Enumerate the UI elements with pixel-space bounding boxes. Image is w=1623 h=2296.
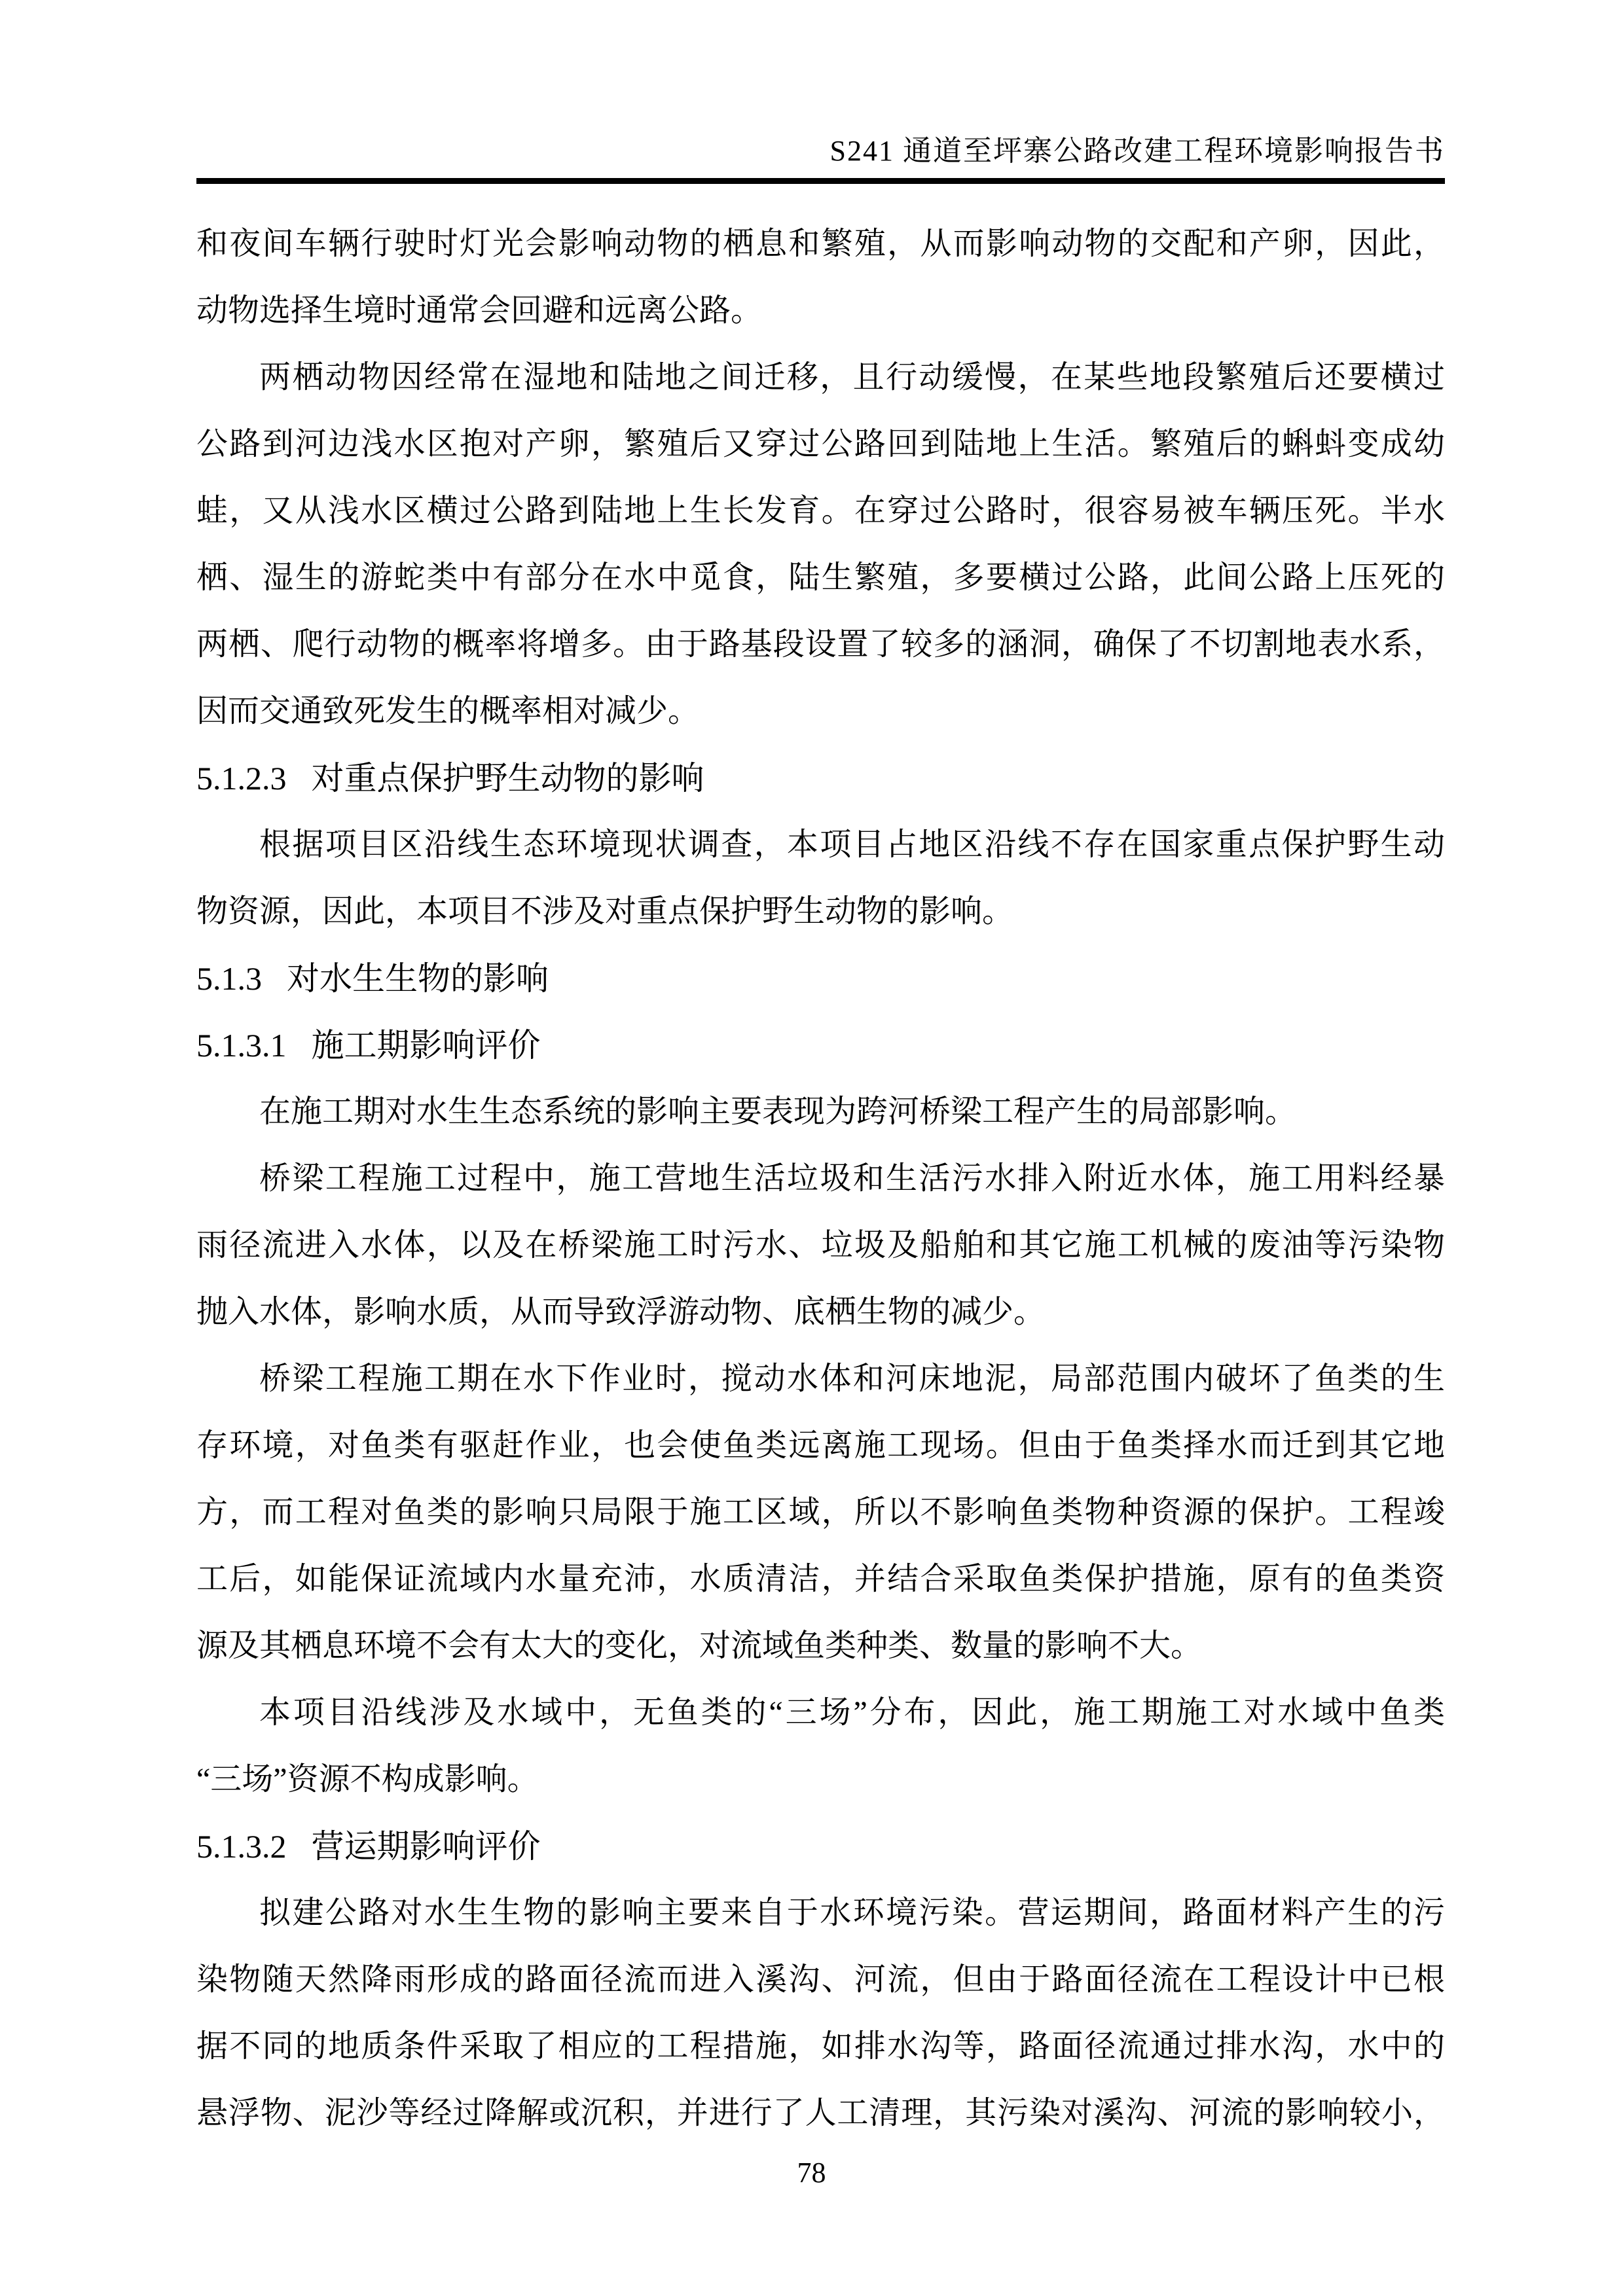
- text-line: 物资源，因此，本项目不涉及对重点保护野生动物的影响。: [196, 894, 1014, 929]
- report-title: S241 通道至坪寨公路改建工程环境影响报告书: [830, 135, 1445, 167]
- text-line: 桥梁工程施工期在水下作业时，搅动水体和河床地泥，局部范围内破坏了鱼类的生: [259, 1361, 1445, 1396]
- section-heading: [196, 1012, 1445, 1079]
- text-line: 蛙，又从浅水区横过公路到陆地上生长发育。在穿过公路时，很容易被车辆压死。半水: [196, 493, 1445, 528]
- section-title: 施工期影响评价: [311, 1027, 541, 1064]
- text-line: 雨径流进入水体，以及在桥梁施工时污水、垃圾及船舶和其它施工机械的废油等污染物: [196, 1228, 1445, 1263]
- text-line: 两栖、爬行动物的概率将增多。由于路基段设置了较多的涵洞，确保了不切割地表水系，: [196, 627, 1445, 662]
- paragraph: [196, 1346, 1445, 1679]
- text-line: 染物随天然降雨形成的路面径流而进入溪沟、河流，但由于路面径流在工程设计中已根: [196, 1962, 1445, 1997]
- text-line: 方，而工程对鱼类的影响只局限于施工区域，所以不影响鱼类物种资源的保护。工程竣: [196, 1495, 1445, 1530]
- text-line: 拟建公路对水生生物的影响主要来自于水环境污染。营运期间，路面材料产生的污: [259, 1895, 1445, 1930]
- text-line: 据不同的地质条件采取了相应的工程措施，如排水沟等，路面径流通过排水沟，水中的: [196, 2029, 1445, 2064]
- text-line: 存环境，对鱼类有驱赶作业，也会使鱼类远离施工现场。但由于鱼类择水而迁到其它地: [196, 1428, 1445, 1463]
- text-line: 两栖动物因经常在湿地和陆地之间迁移，且行动缓慢，在某些地段繁殖后还要横过: [259, 360, 1445, 395]
- text-line: 源及其栖息环境不会有太大的变化，对流域鱼类种类、数量的影响不大。: [196, 1628, 1203, 1663]
- paragraph: [196, 211, 1445, 344]
- text-line: 悬浮物、泥沙等经过降解或沉积，并进行了人工清理，其污染对溪沟、河流的影响较小，: [196, 2096, 1445, 2130]
- paragraph: [196, 1679, 1445, 1813]
- section-heading: [196, 745, 1445, 812]
- section-title: 对水生生物的影响: [287, 960, 549, 997]
- text-line: 动物选择生境时通常会回避和远离公路。: [196, 293, 763, 328]
- text-line: 和夜间车辆行驶时灯光会影响动物的栖息和繁殖，从而影响动物的交配和产卵，因此，: [196, 226, 1445, 261]
- section-number: 5.1.2.3: [196, 760, 287, 797]
- section-number: 5.1.3.2: [196, 1828, 287, 1865]
- text-line: 在施工期对水生生态系统的影响主要表现为跨河桥梁工程产生的局部影响。: [259, 1094, 1297, 1129]
- section-number: 5.1.3: [196, 960, 262, 997]
- page-number: 78: [797, 2157, 826, 2189]
- text-line: 工后，如能保证流域内水量充沛，水质清洁，并结合采取鱼类保护措施，原有的鱼类资: [196, 1562, 1445, 1596]
- section-number: 5.1.3.1: [196, 1027, 287, 1064]
- paragraph: [196, 812, 1445, 945]
- paragraph: [196, 1145, 1445, 1346]
- section-title: 营运期影响评价: [311, 1828, 541, 1865]
- header-rule: [196, 178, 1445, 184]
- section-heading: [196, 945, 1445, 1012]
- text-line: 根据项目区沿线生态环境现状调查，本项目占地区沿线不存在国家重点保护野生动: [259, 827, 1445, 862]
- text-line: 公路到河边浅水区抱对产卵，繁殖后又穿过公路回到陆地上生活。繁殖后的蝌蚪变成幼: [196, 427, 1445, 461]
- paragraph: [196, 1079, 1445, 1145]
- page-header: [196, 0, 1445, 184]
- text-line: 栖、湿生的游蛇类中有部分在水中觅食，陆生繁殖，多要横过公路，此间公路上压死的: [196, 560, 1445, 595]
- paragraph: [196, 1880, 1445, 2147]
- text-line: 抛入水体，影响水质，从而导致浮游动物、底栖生物的减少。: [196, 1295, 1046, 1329]
- section-title: 对重点保护野生动物的影响: [311, 760, 704, 797]
- text-line: 因而交通致死发生的概率相对减少。: [196, 694, 700, 728]
- body-text: [196, 211, 1445, 2147]
- text-line: “三场”资源不构成影响。: [196, 1762, 539, 1797]
- text-line: 本项目沿线涉及水域中，无鱼类的“三场”分布，因此，施工期施工对水域中鱼类: [259, 1695, 1445, 1730]
- section-heading: [196, 1813, 1445, 1880]
- paragraph: [196, 344, 1445, 745]
- text-line: 桥梁工程施工过程中，施工营地生活垃圾和生活污水排入附近水体，施工用料经暴: [259, 1161, 1445, 1196]
- page-footer: [0, 2153, 1623, 2193]
